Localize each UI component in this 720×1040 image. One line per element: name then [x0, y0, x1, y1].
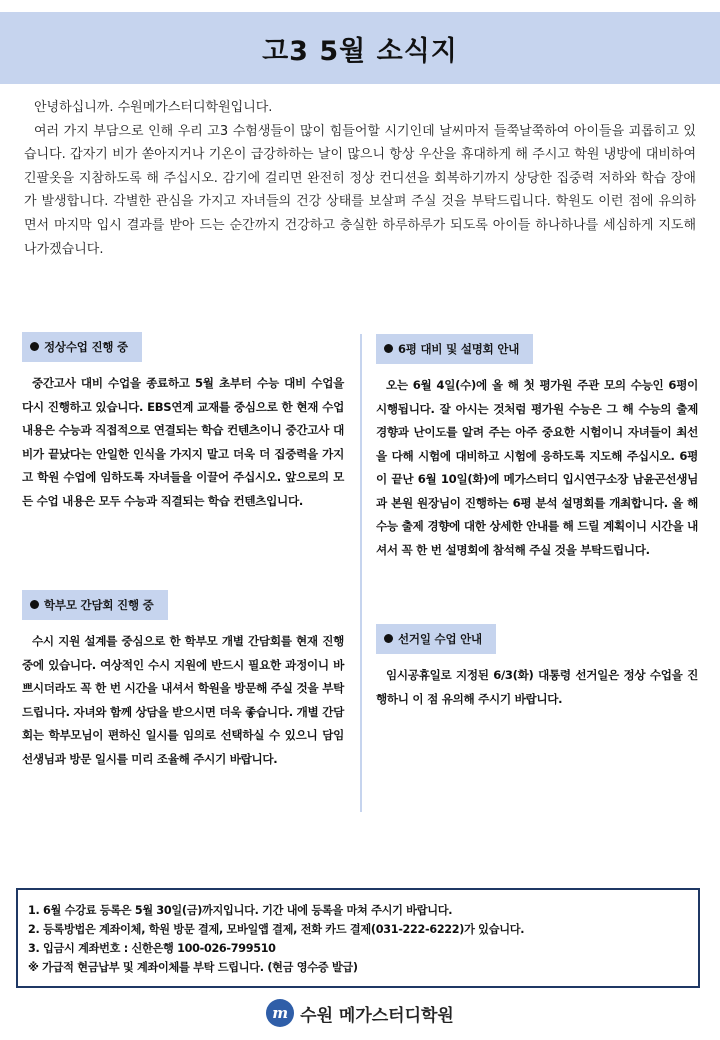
section-label [376, 624, 496, 654]
section-body: 중간고사 대비 수업을 종료하고 5월 초부터 수능 대비 수업을 다시 진행하고 있습니다. EBS연계 교재를 중심으로 한 현재 수업 내용은 수능과 직접적으로 연결되는 학습 컨텐츠이니 중간고사 대비가 끝났다는 안일한 인식을 가지지 말고 더욱 더 집중력을 가지고 학원 수업에 임하도록 자녀들을 이끌어 주십시오. 앞으로의 모든 수업 내용은 모두 수능과 직결되는 학습 컨텐츠입니다. [22, 376, 344, 508]
section-body: 수시 지원 설계를 중심으로 한 학부모 개별 간담회를 현재 진행 중에 있습니다. 여상적인 수시 지원에 반드시 필요한 과정이니 바쁘시더라도 꼭 한 번 시간을 내셔서 학원을 방문해 주실 것을 부탁드립니다. 자녀와 함께 상담을 받으시면 더욱 좋습니다. 개별 간담회는 학부모님이 편하신 일시를 임의로 선택하실 수 있으니 담임선생님과 방문 일시를 미리 조율해 주시기 바랍니다. [22, 634, 344, 766]
section-regular-class [22, 332, 344, 513]
section-label [22, 590, 168, 620]
bullet-icon [30, 342, 39, 351]
section-label-text: 선거일 수업 안내 [398, 632, 482, 646]
notice-item: 2. 등록방법은 계좌이체, 학원 방문 결제, 모바일앱 결제, 전화 카드 결제(031-222-6222)가 있습니다. [28, 923, 525, 936]
megastudy-logo-icon: m [266, 999, 294, 1027]
bullet-icon [30, 600, 39, 609]
page-title: 고3 5월 소식지 [262, 35, 458, 67]
section-body: 임시공휴일로 지정된 6/3(화) 대통령 선거일은 정상 수업을 진행하니 이 점 유의해 주시기 바랍니다. [376, 668, 698, 706]
academy-name: 수원 메가스터디학원 [300, 1005, 454, 1026]
section-label-text: 학부모 간담회 진행 중 [44, 598, 154, 612]
intro-paragraph: 여러 가지 부담으로 인해 우리 고3 수험생들이 많이 힘들어할 시기인데 날씨마저 들쭉날쭉하여 아이들을 괴롭히고 있습니다. 갑자기 비가 쏟아지거나 기온이 급강하하는 날이 많으니 항상 우산을 휴대하게 해 주시고 학원 냉방에 대비하여 긴팔옷을 지참하도록 해 주십시오. 감기에 걸리면 완전히 정상 컨디션을 회복하기까지 상당한 집중력 저하와 학습 장애가 발생합니다. 각별한 관심을 가지고 자녀들의 건강 상태를 보살펴 주실 것을 부탁드립니다. 학원도 이런 점에 유의하면서 마지막 입시 결과를 받아 드는 순간까지 건강하고 충실한 하루하루가 되도록 아이들 하나하나를 세심하게 지도해 나가겠습니다. [24, 123, 696, 257]
bullet-icon [384, 344, 393, 353]
notice-item: 3. 입금시 계좌번호 : 신한은행 100-026-799510 [28, 942, 276, 955]
section-parent-meeting [22, 590, 344, 771]
section-label-text: 정상수업 진행 중 [44, 340, 128, 354]
section-label-text: 6평 대비 및 설명회 안내 [398, 342, 520, 356]
section-label [376, 334, 533, 364]
section-election-day [376, 624, 698, 711]
title-banner [0, 12, 720, 84]
intro-letter [24, 96, 696, 261]
section-body: 오는 6월 4일(수)에 올 해 첫 평가원 주관 모의 수능인 6평이 시행됩니다. 잘 아시는 것처럼 평가원 수능은 그 해 수능의 출제 경향과 난이도를 알려 주는 아주 중요한 시험이니 자녀들이 최선을 다해 시험에 대비하고 시험에 응하도록 지도해 주십시오. 6평이 끝난 6월 10일(화)에 메가스터디 입시연구소장 남윤곤선생님과 본원 원장님이 진행하는 6평 분석 설명회를 개최합니다. 올 해 수능 출제 경향에 대한 상세한 안내를 해 드릴 계획이니 시간을 내셔서 꼭 한 번 설명회에 참석해 주실 것을 부탁드립니다. [376, 378, 698, 557]
payment-notice-box [16, 888, 700, 988]
intro-greeting: 안녕하십니까. 수원메가스터디학원입니다. [34, 100, 273, 115]
column-divider [360, 334, 362, 812]
notice-item: 1. 6월 수강료 등록은 5월 30일(금)까지입니다. 기간 내에 등록을 마쳐 주시기 바랍니다. [28, 904, 453, 917]
notice-list [28, 901, 688, 977]
section-label [22, 332, 142, 362]
notice-item: ※ 가급적 현금납부 및 계좌이체를 부탁 드립니다. (현금 영수증 발급) [28, 961, 358, 974]
section-mock-exam [376, 334, 698, 562]
bullet-icon [384, 634, 393, 643]
footer [0, 996, 720, 1030]
